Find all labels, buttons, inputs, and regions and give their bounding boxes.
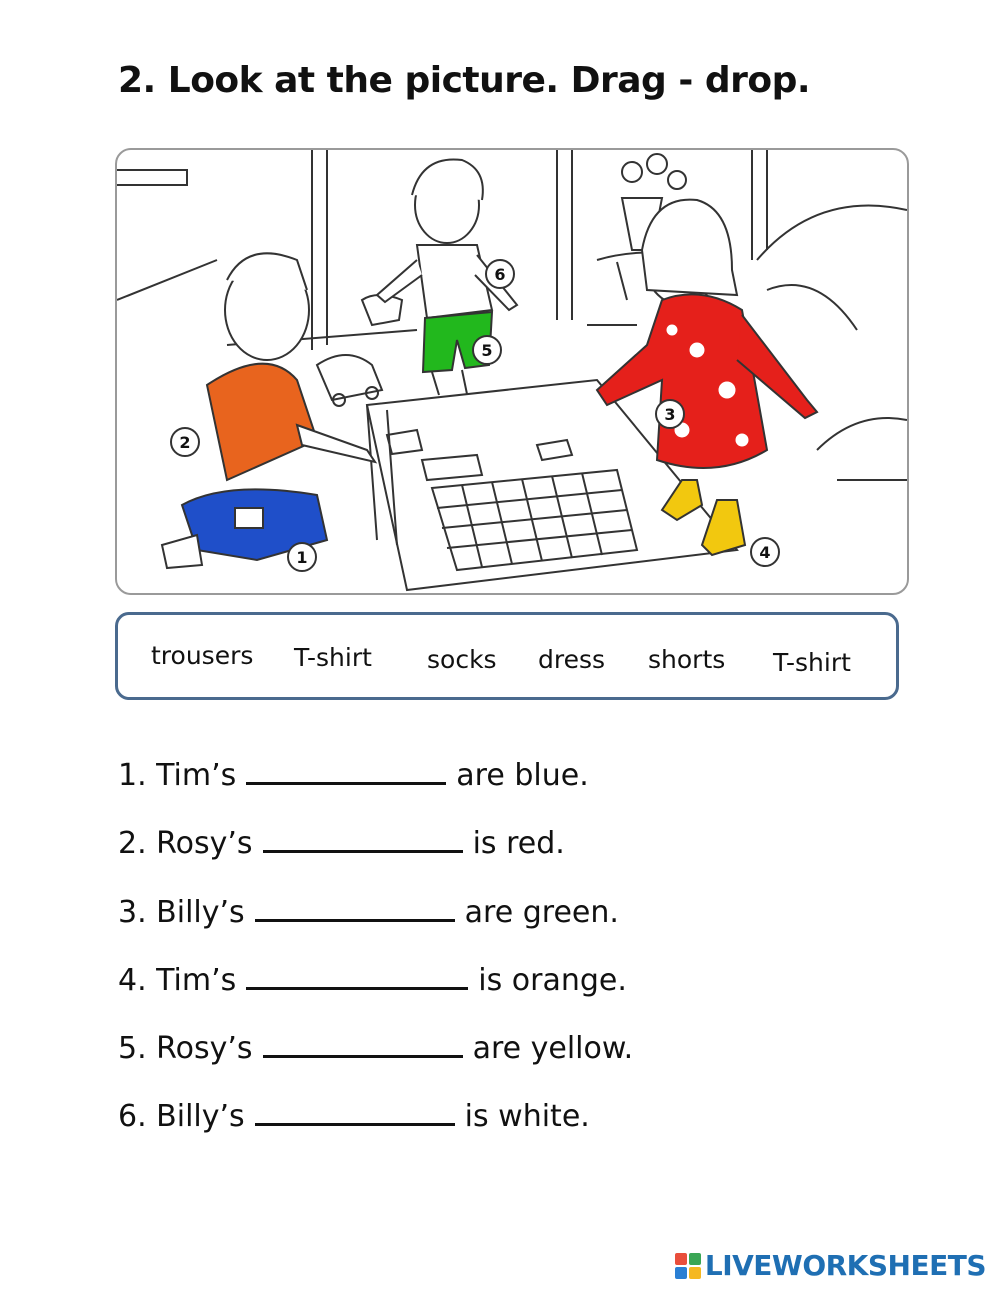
answer-blank-1[interactable] [246, 752, 446, 785]
marker-6-label: 6 [494, 265, 506, 284]
answer-blank-5[interactable] [263, 1025, 463, 1058]
sentence-2-start: 2. Rosy’s [118, 826, 253, 861]
marker-3-label: 3 [664, 405, 676, 424]
liveworksheets-logo[interactable] [675, 1249, 986, 1282]
marker-4-label: 4 [759, 543, 771, 562]
marker-2-label: 2 [179, 433, 191, 452]
sentence-3 [118, 889, 619, 930]
word-tshirt-1[interactable]: T-shirt [294, 643, 372, 672]
sentence-4-start: 4. Tim’s [118, 963, 237, 998]
sentence-3-start: 3. Billy’s [118, 895, 245, 930]
word-socks[interactable]: socks [427, 645, 497, 674]
word-bank [115, 612, 899, 700]
marker-1 [288, 543, 316, 571]
sentence-5 [118, 1025, 633, 1066]
marker-5 [473, 336, 501, 364]
sentence-1-end: are blue. [456, 758, 589, 793]
word-dress[interactable]: dress [538, 645, 606, 674]
sentence-6-end: is white. [464, 1099, 590, 1134]
sentence-1-start: 1. Tim’s [118, 758, 237, 793]
logo-text: LIVEWORKSHEETS [704, 1249, 986, 1282]
marker-2 [171, 428, 199, 456]
answer-blank-2[interactable] [263, 820, 463, 853]
sentence-5-end: are yellow. [472, 1031, 634, 1066]
word-shorts[interactable]: shorts [648, 645, 726, 674]
worksheet-title: 2. Look at the picture. Drag - drop. [118, 60, 811, 101]
sentence-3-end: are green. [464, 895, 619, 930]
logo-icon [675, 1253, 701, 1279]
sentence-4 [118, 957, 627, 998]
marker-6 [486, 260, 514, 288]
sentence-2-end: is red. [472, 826, 565, 861]
sentence-6 [118, 1093, 590, 1134]
sentence-4-end: is orange. [478, 963, 627, 998]
sentence-6-start: 6. Billy’s [118, 1099, 245, 1134]
sentence-1 [118, 752, 589, 793]
marker-5-label: 5 [481, 341, 493, 360]
word-trousers[interactable]: trousers [151, 641, 254, 670]
marker-4 [751, 538, 779, 566]
marker-3 [656, 400, 684, 428]
answer-blank-4[interactable] [246, 957, 468, 990]
sentence-5-start: 5. Rosy’s [118, 1031, 253, 1066]
answer-blank-6[interactable] [255, 1093, 455, 1126]
marker-1-label: 1 [296, 548, 308, 567]
sentence-2 [118, 820, 565, 861]
word-tshirt-2[interactable]: T-shirt [773, 648, 851, 677]
scene-picture [115, 148, 909, 595]
answer-blank-3[interactable] [255, 889, 455, 922]
